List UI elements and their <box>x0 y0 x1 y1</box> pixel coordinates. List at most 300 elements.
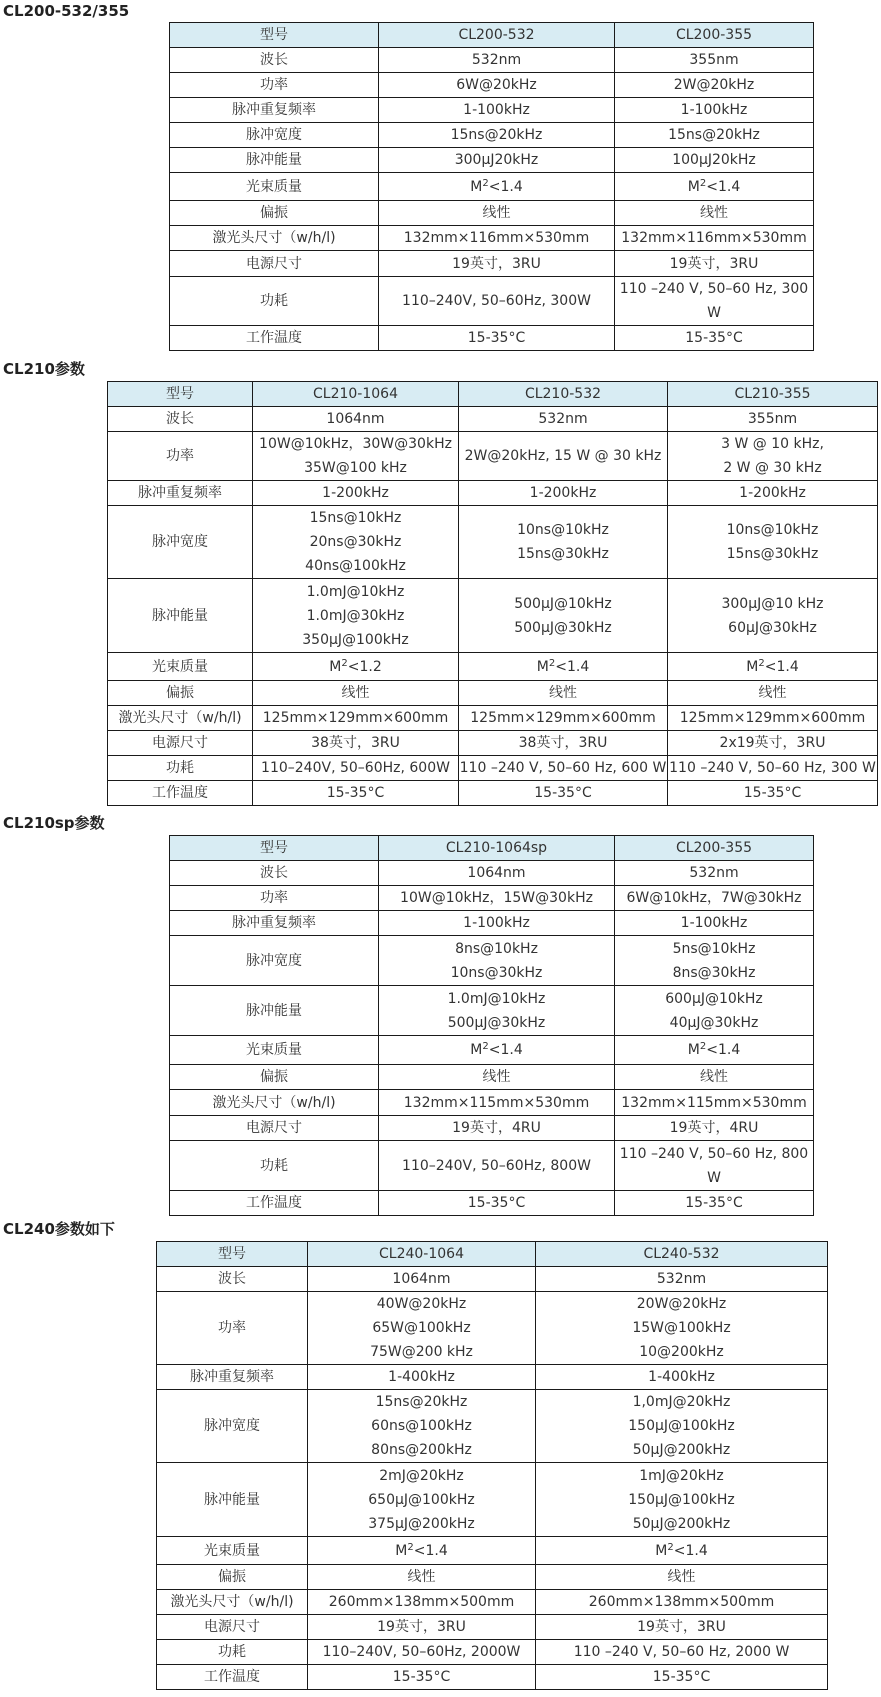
value-line: 15ns@20kHz <box>668 127 760 143</box>
value-cell <box>308 1267 536 1292</box>
value-line: 150μJ@100kHz <box>628 1418 735 1434</box>
value-line: 355nm <box>747 411 798 427</box>
row-label: 功率 <box>157 1292 308 1365</box>
value-line: 65W@100kHz <box>372 1320 471 1336</box>
row-label: 光束质量 <box>157 1537 308 1565</box>
beam-quality-exponent: 2 <box>482 1041 489 1052</box>
beam-quality-m: M <box>470 178 483 195</box>
value-cell <box>459 653 668 681</box>
value-line: 375μJ@200kHz <box>368 1515 475 1532</box>
row-label: 激光头尺寸（w/h/l) <box>108 706 253 731</box>
value-line: 100μJ20kHz <box>672 152 756 168</box>
value-cell <box>253 731 459 756</box>
row-label: 波长 <box>170 861 379 886</box>
value-cell <box>615 1141 814 1191</box>
value-line: 15-35°C <box>326 785 385 801</box>
value-cell <box>668 579 878 653</box>
value-line: 650μJ@100kHz <box>368 1491 475 1508</box>
value-line: 125mm×129mm×600mm <box>679 710 866 726</box>
beam-quality-exponent: 2 <box>699 177 707 189</box>
value-cell <box>536 1565 828 1590</box>
row-label: 工作温度 <box>108 781 253 806</box>
beam-quality-m: M <box>746 658 759 675</box>
value-cell <box>668 506 878 579</box>
row-label: 脉冲重复频率 <box>170 98 379 123</box>
value-line: 110 –240 V, 50–60 Hz, 2000 W <box>573 1644 790 1660</box>
value-cell <box>668 432 878 481</box>
row-label: 电源尺寸 <box>170 251 379 277</box>
value-cell <box>308 1590 536 1615</box>
beam-quality-exponent: 2 <box>548 657 556 669</box>
value-line: 线性 <box>407 1569 436 1585</box>
value-line: 2mJ@20kHz <box>379 1467 464 1484</box>
value-cell <box>615 986 814 1036</box>
value-cell <box>615 201 814 226</box>
row-label: 功率 <box>108 432 253 481</box>
header-label: 型号 <box>170 23 379 48</box>
value-cell <box>253 506 459 579</box>
value-cell <box>615 148 814 173</box>
value-line: 110–240V, 50–60Hz, 800W <box>402 1157 591 1174</box>
model-name: CL210-1064sp <box>379 836 615 861</box>
value-cell <box>668 781 878 806</box>
value-line: 38英寸，3RU <box>518 735 608 751</box>
value-line: 15ns@30kHz <box>517 546 609 562</box>
value-cell <box>379 73 615 98</box>
value-cell <box>536 1590 828 1615</box>
value-cell <box>379 98 615 123</box>
value-line: 线性 <box>667 1569 696 1585</box>
row-label: 脉冲能量 <box>108 579 253 653</box>
value-cell <box>615 1090 814 1116</box>
value-line: 20W@20kHz <box>636 1296 727 1312</box>
value-cell <box>459 706 668 731</box>
value-line: 6W@20kHz <box>456 77 537 93</box>
value-line: <1.4 <box>488 1042 523 1058</box>
value-line: 10ns@10kHz <box>726 522 819 538</box>
model-name: CL200-355 <box>615 23 814 48</box>
value-line: 6W@10kHz，7W@30kHz <box>626 890 802 906</box>
value-cell <box>253 756 459 781</box>
value-cell <box>379 1191 615 1216</box>
value-cell <box>615 251 814 277</box>
section-title-cl240: CL240参数如下 <box>3 1220 115 1238</box>
value-line: 500μJ@10kHz <box>514 595 612 612</box>
value-line: 132mm×116mm×530mm <box>621 230 807 246</box>
beam-quality-m: M <box>395 1542 408 1559</box>
header-label: 型号 <box>157 1242 308 1267</box>
value-cell <box>459 432 668 481</box>
value-line: 15-35°C <box>743 785 802 801</box>
row-label: 光束质量 <box>170 173 379 201</box>
value-line: 1-200kHz <box>529 485 597 501</box>
value-cell <box>615 173 814 201</box>
value-cell <box>308 1463 536 1537</box>
row-label: 激光头尺寸（w/h/l) <box>170 226 379 251</box>
value-line: 15ns@30kHz <box>726 546 819 562</box>
value-line: 110 –240 V, 50–60 Hz, 600 W <box>459 760 667 776</box>
value-cell <box>308 1292 536 1365</box>
value-line: 10ns@10kHz <box>517 522 609 538</box>
value-line: 5ns@10kHz <box>672 940 756 957</box>
row-label: 电源尺寸 <box>157 1615 308 1640</box>
value-line: 线性 <box>549 685 577 701</box>
value-cell <box>253 653 459 681</box>
value-line: 40μJ@30kHz <box>669 1014 759 1031</box>
value-line: 19英寸，3RU <box>377 1619 466 1635</box>
value-line: 10ns@30kHz <box>450 964 543 981</box>
row-label: 激光头尺寸（w/h/l) <box>170 1090 379 1116</box>
value-line: 1,0mJ@20kHz <box>632 1394 731 1410</box>
value-line: 260mm×138mm×500mm <box>588 1594 775 1610</box>
value-cell <box>379 201 615 226</box>
row-label: 偏振 <box>170 201 379 226</box>
value-cell <box>308 1665 536 1690</box>
value-cell <box>668 481 878 506</box>
row-label: 光束质量 <box>108 653 253 681</box>
row-label: 脉冲能量 <box>170 148 379 173</box>
row-label: 功耗 <box>157 1640 308 1665</box>
value-line: 50μJ@200kHz <box>632 1515 731 1532</box>
value-cell <box>379 251 615 277</box>
value-line: 132mm×115mm×530mm <box>403 1094 590 1111</box>
value-line: 15-35°C <box>467 330 526 346</box>
value-cell <box>308 1390 536 1463</box>
value-cell <box>615 73 814 98</box>
value-cell <box>379 911 615 936</box>
value-line: 15ns@20kHz <box>450 127 543 143</box>
value-line: 1.0mJ@10kHz <box>306 583 405 600</box>
value-line: 532nm <box>471 52 522 68</box>
value-line: 110–240V, 50–60Hz, 300W <box>402 293 591 309</box>
value-line: <1.2 <box>347 658 382 675</box>
value-line: 10@200kHz <box>639 1344 724 1360</box>
value-line: 20ns@30kHz <box>309 534 402 550</box>
value-line: 110–240V, 50–60Hz, 2000W <box>322 1644 521 1660</box>
value-line: 40W@20kHz <box>376 1296 467 1312</box>
value-cell <box>253 706 459 731</box>
value-line: 2 W @ 30 kHz <box>723 460 822 476</box>
value-line: 132mm×116mm×530mm <box>403 230 590 246</box>
value-cell <box>615 1191 814 1216</box>
value-line: 110 –240 V, 50–60 Hz, 300 W <box>669 760 876 776</box>
value-cell <box>253 481 459 506</box>
value-line: 532nm <box>656 1271 707 1287</box>
value-line: <1.4 <box>488 178 523 195</box>
row-label: 工作温度 <box>170 326 379 351</box>
value-line: 532nm <box>689 865 739 881</box>
value-line: 线性 <box>482 205 511 221</box>
header-label: 型号 <box>170 836 379 861</box>
value-line: 300μJ20kHz <box>454 152 539 168</box>
model-name: CL210-355 <box>668 382 878 407</box>
value-line: 19英寸，3RU <box>669 255 759 272</box>
model-name: CL210-532 <box>459 382 668 407</box>
value-line: 35W@100 kHz <box>304 460 407 476</box>
value-line: 260mm×138mm×500mm <box>328 1594 515 1610</box>
value-cell <box>379 123 615 148</box>
value-line: 1-100kHz <box>680 102 748 118</box>
value-line: 10W@10kHz，30W@30kHz <box>259 436 452 452</box>
value-cell <box>308 1537 536 1565</box>
beam-quality-exponent: 2 <box>341 657 348 669</box>
value-line: 19英寸，3RU <box>452 255 541 272</box>
row-label: 偏振 <box>108 681 253 706</box>
value-cell <box>379 1116 615 1141</box>
value-cell <box>668 407 878 432</box>
spec-table-cl210 <box>107 381 878 806</box>
value-cell <box>459 481 668 506</box>
value-cell <box>615 1116 814 1141</box>
row-label: 工作温度 <box>170 1191 379 1216</box>
value-line: 1-200kHz <box>322 485 389 501</box>
value-cell <box>459 781 668 806</box>
value-cell <box>668 756 878 781</box>
value-cell <box>459 681 668 706</box>
value-cell <box>536 1267 828 1292</box>
value-line: 19英寸，4RU <box>669 1120 759 1136</box>
value-cell <box>308 1615 536 1640</box>
value-cell <box>459 407 668 432</box>
row-label: 脉冲宽度 <box>170 123 379 148</box>
row-label: 脉冲宽度 <box>108 506 253 579</box>
value-line: 80ns@200kHz <box>371 1442 472 1458</box>
value-line: 1064nm <box>326 411 385 427</box>
value-line: 75W@200 kHz <box>370 1344 473 1360</box>
value-line: 500μJ@30kHz <box>447 1014 546 1031</box>
value-cell <box>308 1565 536 1590</box>
beam-quality-m: M <box>687 178 700 195</box>
value-cell <box>379 986 615 1036</box>
value-line: 500μJ@30kHz <box>514 619 612 636</box>
value-cell <box>253 781 459 806</box>
beam-quality-exponent: 2 <box>407 1541 414 1553</box>
value-cell <box>615 226 814 251</box>
row-label: 波长 <box>108 407 253 432</box>
value-line: <1.4 <box>706 178 741 195</box>
spec-table-cl200 <box>169 22 814 351</box>
row-label: 波长 <box>157 1267 308 1292</box>
model-name: CL240-1064 <box>308 1242 536 1267</box>
value-cell <box>615 861 814 886</box>
value-line: 1-200kHz <box>739 485 806 501</box>
value-cell <box>379 1090 615 1116</box>
value-cell <box>668 681 878 706</box>
value-line: 60ns@100kHz <box>371 1418 472 1434</box>
value-line: 150μJ@100kHz <box>628 1491 735 1508</box>
model-name: CL200-532 <box>379 23 615 48</box>
value-cell <box>668 653 878 681</box>
row-label: 激光头尺寸（w/h/l) <box>157 1590 308 1615</box>
row-label: 功耗 <box>108 756 253 781</box>
spec-table-cl210sp <box>169 835 814 1216</box>
row-label: 电源尺寸 <box>170 1116 379 1141</box>
value-line: 8ns@10kHz <box>455 940 538 957</box>
value-cell <box>459 731 668 756</box>
value-cell <box>253 407 459 432</box>
value-cell <box>615 886 814 911</box>
value-line: 1-400kHz <box>648 1369 715 1385</box>
value-cell <box>615 1065 814 1090</box>
row-label: 电源尺寸 <box>108 731 253 756</box>
row-label: 脉冲能量 <box>170 986 379 1036</box>
value-cell <box>379 1036 615 1065</box>
beam-quality-m: M <box>470 1042 483 1058</box>
value-line: 38英寸，3RU <box>311 735 400 751</box>
value-line: 125mm×129mm×600mm <box>470 710 656 726</box>
value-line: 线性 <box>341 685 370 701</box>
row-label: 光束质量 <box>170 1036 379 1065</box>
value-line: 15-35°C <box>685 1195 743 1211</box>
value-cell <box>253 432 459 481</box>
value-cell <box>379 48 615 73</box>
value-line: <1.4 <box>706 1042 741 1058</box>
value-line: 132mm×115mm×530mm <box>621 1094 807 1111</box>
value-line: 15ns@10kHz <box>309 510 402 526</box>
value-cell <box>379 1141 615 1191</box>
value-cell <box>615 277 814 326</box>
row-label: 工作温度 <box>157 1665 308 1690</box>
value-line: 1-100kHz <box>680 915 748 931</box>
row-label: 脉冲能量 <box>157 1463 308 1537</box>
value-cell <box>536 1537 828 1565</box>
value-line: 1-400kHz <box>388 1369 455 1385</box>
value-line: 8ns@30kHz <box>672 964 756 981</box>
value-line: 40ns@100kHz <box>305 558 406 574</box>
beam-quality-m: M <box>536 658 549 675</box>
model-name: CL210-1064 <box>253 382 459 407</box>
section-title-cl210: CL210参数 <box>3 360 85 378</box>
model-name: CL240-532 <box>536 1242 828 1267</box>
beam-quality-exponent: 2 <box>482 177 489 189</box>
value-cell <box>379 886 615 911</box>
value-cell <box>615 123 814 148</box>
value-cell <box>536 1292 828 1365</box>
section-title-cl210sp: CL210sp参数 <box>3 814 105 832</box>
value-line: 2W@20kHz, 15 W @ 30 kHz <box>464 448 662 464</box>
value-line: 15ns@20kHz <box>375 1394 468 1410</box>
model-name: CL200-355 <box>615 836 814 861</box>
value-cell <box>615 48 814 73</box>
value-line: <1.4 <box>764 658 799 675</box>
value-line: 50μJ@200kHz <box>632 1442 731 1458</box>
beam-quality-m: M <box>329 658 342 675</box>
value-cell <box>459 579 668 653</box>
value-line: 355nm <box>689 52 739 68</box>
value-cell <box>615 936 814 986</box>
value-cell <box>379 173 615 201</box>
value-cell <box>379 277 615 326</box>
value-cell <box>668 706 878 731</box>
beam-quality-exponent: 2 <box>667 1541 674 1553</box>
value-line: <1.4 <box>555 658 590 675</box>
beam-quality-m: M <box>687 1042 700 1058</box>
value-cell <box>536 1390 828 1463</box>
value-line: 线性 <box>700 205 728 221</box>
value-line: 线性 <box>700 1069 728 1085</box>
value-cell <box>615 1036 814 1065</box>
value-cell <box>536 1365 828 1390</box>
value-cell <box>615 911 814 936</box>
row-label: 功率 <box>170 73 379 98</box>
value-line: 15-35°C <box>534 785 592 801</box>
value-line: 10W@10kHz，15W@30kHz <box>400 890 593 906</box>
row-label: 脉冲重复频率 <box>157 1365 308 1390</box>
value-line: 60μJ@30kHz <box>728 619 817 636</box>
value-line: 600μJ@10kHz <box>665 990 763 1007</box>
value-line: 15-35°C <box>392 1669 451 1685</box>
value-line: <1.4 <box>673 1542 708 1559</box>
row-label: 功耗 <box>170 277 379 326</box>
row-label: 偏振 <box>157 1565 308 1590</box>
value-line: 15-35°C <box>652 1669 711 1685</box>
value-cell <box>668 731 878 756</box>
value-cell <box>615 98 814 123</box>
beam-quality-exponent: 2 <box>699 1041 707 1052</box>
value-line: 110–240V, 50–60Hz, 600W <box>261 760 450 776</box>
value-cell <box>308 1365 536 1390</box>
value-cell <box>379 936 615 986</box>
value-line: 1mJ@20kHz <box>639 1467 724 1484</box>
section-title-cl200: CL200-532/355 <box>3 2 130 20</box>
value-cell <box>536 1463 828 1537</box>
value-cell <box>253 579 459 653</box>
value-line: 19英寸，3RU <box>637 1619 726 1635</box>
row-label: 功耗 <box>170 1141 379 1191</box>
row-label: 脉冲重复频率 <box>170 911 379 936</box>
value-line: 2x19英寸，3RU <box>719 735 826 751</box>
beam-quality-exponent: 2 <box>758 657 765 669</box>
value-line: 线性 <box>758 685 787 701</box>
beam-quality-m: M <box>655 1542 668 1559</box>
row-label: 脉冲宽度 <box>170 936 379 986</box>
value-line: 1-100kHz <box>463 102 530 118</box>
value-line: 125mm×129mm×600mm <box>262 710 449 726</box>
value-line: 2W@20kHz <box>673 77 755 93</box>
header-label: 型号 <box>108 382 253 407</box>
value-cell <box>379 861 615 886</box>
value-cell <box>379 326 615 351</box>
value-cell <box>379 226 615 251</box>
value-line: 1.0mJ@30kHz <box>306 607 405 624</box>
value-cell <box>459 506 668 579</box>
value-cell <box>253 681 459 706</box>
row-label: 波长 <box>170 48 379 73</box>
value-line: 线性 <box>482 1069 511 1085</box>
value-line: 1064nm <box>392 1271 451 1287</box>
value-line: 350μJ@100kHz <box>302 631 409 648</box>
value-cell <box>308 1640 536 1665</box>
value-line: 15-35°C <box>685 330 743 346</box>
row-label: 功率 <box>170 886 379 911</box>
value-cell <box>615 326 814 351</box>
value-cell <box>459 756 668 781</box>
value-line: 532nm <box>538 411 588 427</box>
value-cell <box>379 148 615 173</box>
value-cell <box>536 1665 828 1690</box>
value-line: 1-100kHz <box>463 915 530 931</box>
value-line: 1064nm <box>467 865 526 881</box>
value-line: 3 W @ 10 kHz, <box>721 436 824 452</box>
value-line: 15-35°C <box>467 1195 526 1211</box>
value-cell <box>379 1065 615 1090</box>
value-line: 1.0mJ@10kHz <box>447 990 546 1007</box>
value-line: 110 –240 V, 50–60 Hz, 800 W <box>619 1145 809 1186</box>
value-line: 110 –240 V, 50–60 Hz, 300 W <box>619 281 809 321</box>
value-cell <box>536 1615 828 1640</box>
row-label: 脉冲宽度 <box>157 1390 308 1463</box>
value-line: 19英寸，4RU <box>452 1120 541 1136</box>
